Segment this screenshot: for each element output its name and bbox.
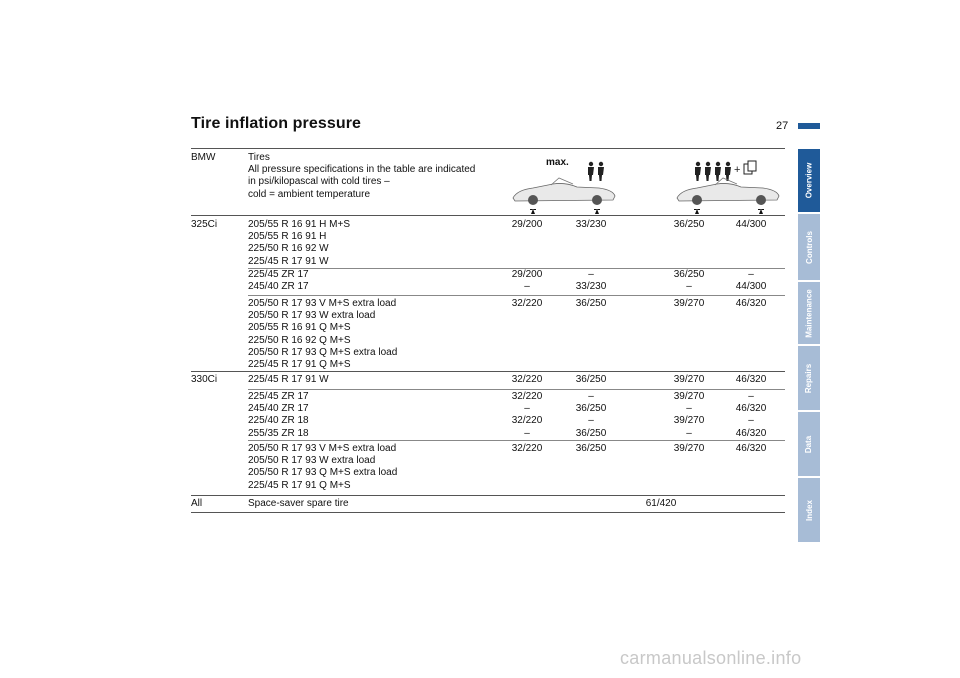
pressure-cell: [665, 298, 713, 310]
pressure-value: 33/230: [575, 219, 607, 230]
plus-label: +: [734, 164, 741, 176]
pressure-value: 44/300: [735, 219, 767, 230]
tab-maintenance[interactable]: [798, 282, 820, 344]
tire-size: 205/55 R 16 91 H: [248, 231, 327, 243]
pressure-value: 33/230: [575, 281, 607, 293]
table-bottom-rule: [191, 512, 785, 513]
pressure-value: 36/250: [575, 443, 607, 454]
pressure-value: 39/270: [673, 374, 705, 385]
pressure-cell: [567, 391, 615, 440]
tab-label: Data: [804, 435, 814, 453]
max-label: max.: [546, 157, 569, 168]
pressure-value: 46/320: [735, 298, 767, 309]
tire-size: 225/45 R 17 91 W: [248, 255, 329, 267]
pressure-cell: [503, 298, 551, 310]
pressure-value: 36/250: [575, 298, 607, 309]
pressure-value: 46/320: [735, 443, 767, 454]
header-tires: [248, 152, 475, 201]
spare-rule: [191, 495, 785, 496]
page-number: 27: [776, 120, 789, 132]
tire-size: 205/50 R 17 93 Q M+S extra load: [248, 467, 398, 479]
header-bmw: BMW: [191, 152, 216, 163]
pressure-cell: [665, 443, 713, 455]
row-rule: [248, 440, 785, 441]
tire-size: 225/45 R 17 91 Q M+S: [248, 479, 351, 491]
pressure-value: 39/270: [673, 391, 705, 402]
row-model: 325Ci: [191, 219, 218, 230]
header-line: All pressure specifications in the table are indicated: [248, 164, 476, 176]
spare-tire: Space-saver spare tire: [248, 498, 349, 509]
tab-label: Repairs: [804, 363, 814, 393]
row-rule: [248, 295, 785, 296]
tab-overview[interactable]: [798, 149, 820, 212]
pressure-value: 39/270: [673, 415, 705, 427]
row-tires: [248, 269, 309, 293]
pressure-cell: [567, 443, 615, 455]
tab-controls[interactable]: [798, 214, 820, 280]
pressure-cell: [727, 298, 775, 310]
page-title: Tire inflation pressure: [191, 115, 362, 132]
pressure-cell: [503, 391, 551, 440]
tire-size: 205/50 R 17 93 W extra load: [248, 455, 376, 467]
pressure-value: 29/200: [511, 219, 543, 230]
pressure-cell: [665, 269, 713, 293]
pressure-cell: [727, 443, 775, 455]
pressure-value: 46/320: [735, 403, 767, 415]
pressure-value: 32/220: [511, 298, 543, 309]
row-tires: [248, 374, 329, 386]
tire-size: 225/50 R 16 92 W: [248, 243, 329, 255]
pressure-cell: [727, 219, 775, 231]
pressure-value: –: [524, 281, 530, 293]
row-tires: [248, 391, 309, 440]
tire-size: 205/55 R 16 91 H M+S: [248, 219, 351, 230]
row-tires: [248, 443, 397, 492]
tab-label: Controls: [804, 230, 814, 264]
tire-size: 205/50 R 17 93 V M+S extra load: [248, 298, 397, 309]
pressure-value: –: [686, 427, 692, 439]
tire-size: 245/40 ZR 17: [248, 281, 309, 293]
pressure-cell: [567, 374, 615, 386]
pressure-value: 32/220: [511, 391, 543, 402]
pressure-cell: [567, 298, 615, 310]
tire-size: 225/45 ZR 17: [248, 391, 309, 402]
pressure-cell: [567, 219, 615, 231]
tire-size: 245/40 ZR 17: [248, 403, 309, 415]
pressure-value: 32/220: [511, 443, 543, 454]
pressure-value: –: [686, 281, 692, 293]
row-model: 330Ci: [191, 374, 218, 385]
pressure-value: –: [588, 269, 594, 280]
header-line: in psi/kilopascal with cold tires –: [248, 176, 390, 188]
pressure-value: –: [524, 403, 530, 415]
pressure-cell: [727, 374, 775, 386]
pressure-value: –: [748, 415, 754, 427]
pressure-value: 46/320: [735, 427, 767, 439]
tire-size: 225/45 R 17 91 Q M+S: [248, 359, 351, 371]
row-rule: [191, 371, 785, 372]
tab-label: Overview: [804, 162, 814, 199]
tab-data[interactable]: [798, 412, 820, 476]
header-line: cold = ambient temperature: [248, 188, 371, 200]
tab-label: Index: [804, 499, 814, 521]
header-line: Tires: [248, 152, 270, 163]
tire-size: 205/55 R 16 91 Q M+S: [248, 322, 351, 334]
pressure-cell: [503, 219, 551, 231]
pressure-value: 32/220: [511, 415, 543, 427]
tab-label: Maintenance: [804, 288, 814, 338]
pressure-cell: [503, 269, 551, 293]
pressure-value: 39/270: [673, 298, 705, 309]
pressure-value: –: [748, 391, 754, 402]
pressure-value: 36/250: [673, 219, 705, 230]
pressure-value: 44/300: [735, 281, 767, 293]
pressure-cell: [665, 219, 713, 231]
pressure-value: 32/220: [511, 374, 543, 385]
pressure-cell: [567, 269, 615, 293]
pressure-value: 36/250: [575, 427, 607, 439]
tire-size: 225/50 R 16 92 Q M+S: [248, 334, 351, 346]
pressure-value: –: [524, 427, 530, 439]
pressure-value: –: [588, 415, 594, 427]
pressure-value: –: [686, 403, 692, 415]
tire-size: 205/50 R 17 93 V M+S extra load: [248, 443, 397, 454]
pressure-cell: [665, 374, 713, 386]
spare-model: All: [191, 498, 203, 509]
row-rule: [191, 215, 785, 216]
car-load-full-icon: [667, 154, 787, 216]
tire-size: 225/45 R 17 91 W: [248, 374, 329, 385]
pressure-value: –: [588, 391, 594, 402]
table-top-rule: [191, 148, 785, 149]
pressure-value: 29/200: [511, 269, 543, 280]
pressure-cell: [503, 443, 551, 455]
page-number-flag: [798, 123, 820, 129]
tire-size: 255/35 ZR 18: [248, 427, 309, 439]
tire-size: 225/40 ZR 18: [248, 415, 309, 427]
pressure-value: –: [748, 269, 754, 280]
pressure-cell: [727, 269, 775, 293]
tab-index[interactable]: [798, 478, 820, 542]
pressure-value: 36/250: [575, 403, 607, 415]
tab-repairs[interactable]: [798, 346, 820, 410]
tire-size: 205/50 R 17 93 Q M+S extra load: [248, 346, 398, 358]
pressure-value: 46/320: [735, 374, 767, 385]
pressure-value: 36/250: [673, 269, 705, 280]
pressure-cell: [503, 374, 551, 386]
spare-value: 61/420: [645, 498, 677, 509]
row-rule: [248, 389, 785, 390]
pressure-cell: [665, 391, 713, 440]
car-load-light-icon: [503, 154, 623, 216]
row-tires: [248, 219, 350, 268]
pressure-cell: [727, 391, 775, 440]
tire-size: 205/50 R 17 93 W extra load: [248, 310, 376, 322]
tire-size: 225/45 ZR 17: [248, 269, 309, 280]
pressure-value: 39/270: [673, 443, 705, 454]
watermark: carmanualsonline.info: [620, 648, 802, 668]
row-tires: [248, 298, 397, 371]
pressure-value: 36/250: [575, 374, 607, 385]
